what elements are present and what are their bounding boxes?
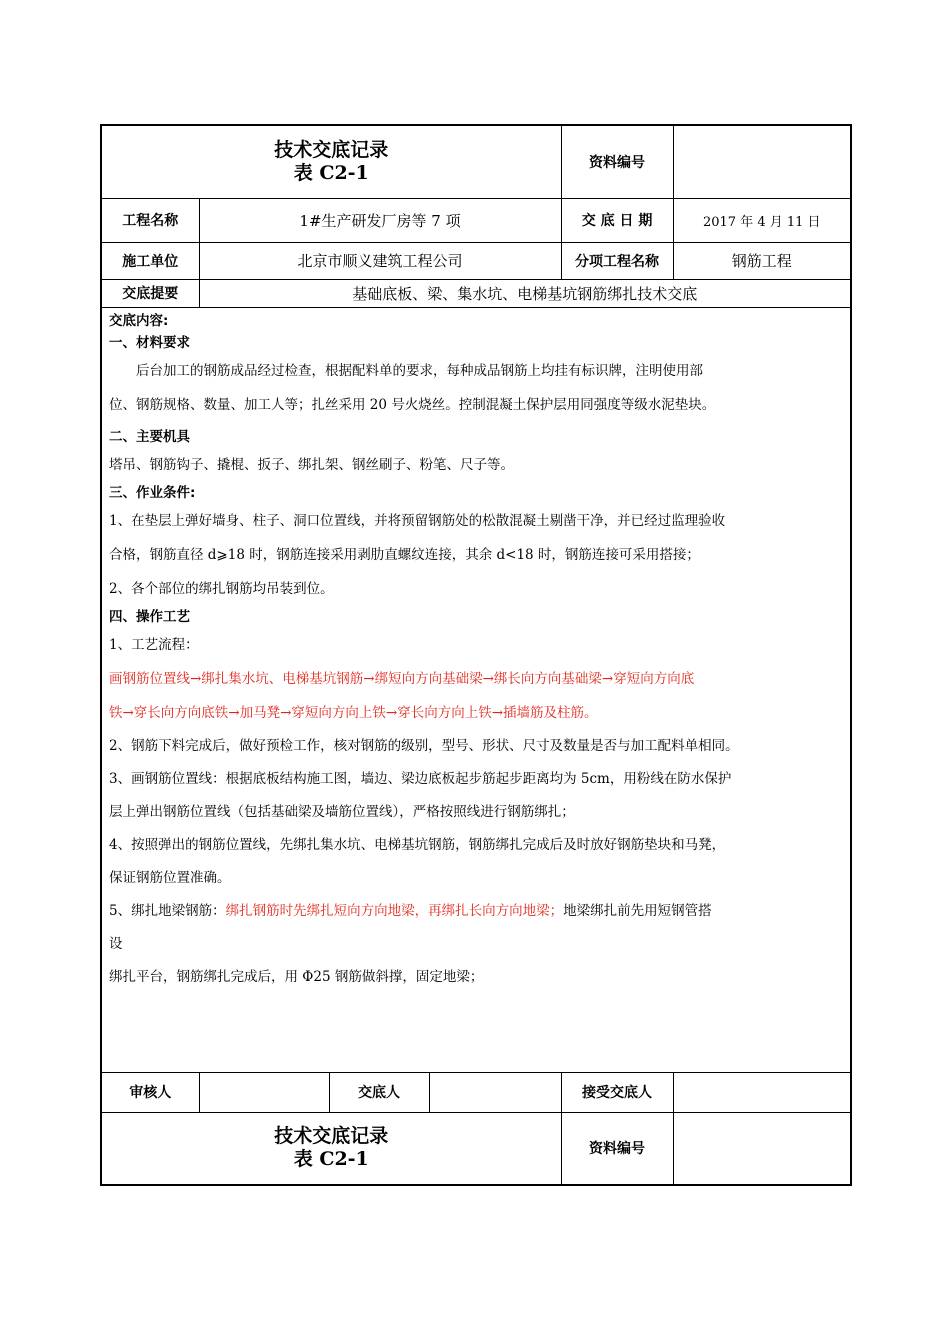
- doc-no-value: [673, 125, 851, 198]
- next-doc-no-value: [673, 1112, 851, 1185]
- reviewer-value: [199, 1072, 329, 1112]
- date-value: 2017 年 4 月 11 日: [673, 198, 851, 242]
- section-4-text-3b: 层上弹出钢筋位置线（包括基础梁及墙筋位置线），严格按照线进行钢筋绑扎；: [109, 803, 575, 820]
- summary-row: [101, 279, 851, 307]
- form-title: [101, 125, 561, 198]
- content-heading: 交底内容:: [109, 312, 169, 329]
- unit-value: 北京市顺义建筑工程公司: [199, 242, 561, 279]
- summary-value: 基础底板、梁、集水坑、电梯基坑钢筋绑扎技术交底: [199, 279, 851, 307]
- header-row: [101, 125, 851, 198]
- section-4-text-5-suffix: 地梁绑扎前先用短钢管搭: [563, 902, 712, 919]
- technical-disclosure-form: [100, 124, 850, 1186]
- section-4-text-3a: 3、画钢筋位置线：根据底板结构施工图，墙边、梁边底板起步筋起步距离均为 5cm，用粉线在防水保护: [109, 770, 732, 787]
- next-page-header-row: [101, 1112, 851, 1185]
- section-4-text-5-prefix: 5、绑扎地梁钢筋：: [109, 902, 226, 919]
- section-4-text-4b: 保证钢筋位置准确。: [109, 869, 231, 886]
- discloser-value: [429, 1072, 561, 1112]
- receiver-label: 接受交底人: [561, 1072, 673, 1112]
- signature-row: [101, 1072, 851, 1112]
- section-4-title: 四、操作工艺: [109, 608, 190, 625]
- next-form-title-line1: 技术交底记录: [274, 1125, 389, 1148]
- subproject-value: 钢筋工程: [673, 242, 851, 279]
- section-2-text: 塔吊、钢筋钩子、撬棍、扳子、绑扎架、钢丝刷子、粉笔、尺子等。: [109, 456, 514, 473]
- project-value: 1#生产研发厂房等 7 项: [199, 198, 561, 242]
- unit-label: 施工单位: [101, 242, 199, 279]
- section-3-text-3: 2、各个部位的绑扎钢筋均吊装到位。: [109, 580, 334, 597]
- disclosure-content: [101, 307, 851, 1072]
- form-title-line2: 表 C2-1: [293, 161, 369, 184]
- subproject-label: 分项工程名称: [561, 242, 673, 279]
- form-title-line1: 技术交底记录: [274, 138, 389, 161]
- process-flow-line-1: 画钢筋位置线→绑扎集水坑、电梯基坑钢筋→绑短向方向基础梁→绑长向方向基础梁→穿短向方向底: [109, 670, 695, 687]
- section-1-title: 一、材料要求: [109, 334, 190, 351]
- date-label: 交 底 日 期: [561, 198, 673, 242]
- next-form-title: [101, 1112, 561, 1185]
- unit-row: [101, 242, 851, 279]
- section-4-text-1: 1、工艺流程：: [109, 636, 199, 653]
- section-2-title: 二、主要机具: [109, 428, 190, 445]
- section-1-text-2: 位、钢筋规格、数量、加工人等；扎丝采用 20 号火烧丝。控制混凝土保护层用同强度等级水泥垫块。: [109, 396, 716, 413]
- next-doc-no-label: 资料编号: [561, 1112, 673, 1185]
- next-form-title-line2: 表 C2-1: [293, 1148, 369, 1171]
- project-row: [101, 198, 851, 242]
- section-3-text-1: 1、在垫层上弹好墙身、柱子、洞口位置线，并将预留钢筋处的松散混凝土剔凿干净，并已经过监理验收: [109, 512, 726, 529]
- form-table: [100, 124, 852, 1186]
- discloser-label: 交底人: [329, 1072, 429, 1112]
- section-3-text-2: 合格，钢筋直径 d⩾18 时，钢筋连接采用剥肋直螺纹连接，其余 d<18 时，钢筋连接可采用搭接；: [109, 546, 700, 563]
- section-3-title: 三、作业条件:: [109, 484, 196, 501]
- summary-label: 交底提要: [101, 279, 199, 307]
- section-4-text-2: 2、钢筋下料完成后，做好预检工作，核对钢筋的级别，型号、形状、尺寸及数量是否与加工配料单相同。: [109, 737, 739, 754]
- section-4-text-5: [109, 895, 843, 928]
- section-4-text-4a: 4、按照弹出的钢筋位置线，先绑扎集水坑、电梯基坑钢筋，钢筋绑扎完成后及时放好钢筋垫块和马凳，: [109, 836, 726, 853]
- section-4-text-6: 绑扎平台，钢筋绑扎完成后，用 Φ25 钢筋做斜撑，固定地梁；: [109, 968, 484, 985]
- section-1-text-1: 后台加工的钢筋成品经过检查，根据配料单的要求，每种成品钢筋上均挂有标识牌，注明使用部: [136, 362, 703, 379]
- receiver-value: [673, 1072, 851, 1112]
- project-label: 工程名称: [101, 198, 199, 242]
- doc-no-label: 资料编号: [561, 125, 673, 198]
- section-4-text-5-highlight: 绑扎钢筋时先绑扎短向方向地梁，再绑扎长向方向地梁；: [225, 902, 564, 919]
- process-flow-line-2: 铁→穿长向方向底铁→加马凳→穿短向方向上铁→穿长向方向上铁→插墙筋及柱筋。: [109, 704, 598, 721]
- reviewer-label: 审核人: [101, 1072, 199, 1112]
- content-row: [101, 307, 851, 1072]
- section-4-text-5-cont: 设: [109, 935, 123, 952]
